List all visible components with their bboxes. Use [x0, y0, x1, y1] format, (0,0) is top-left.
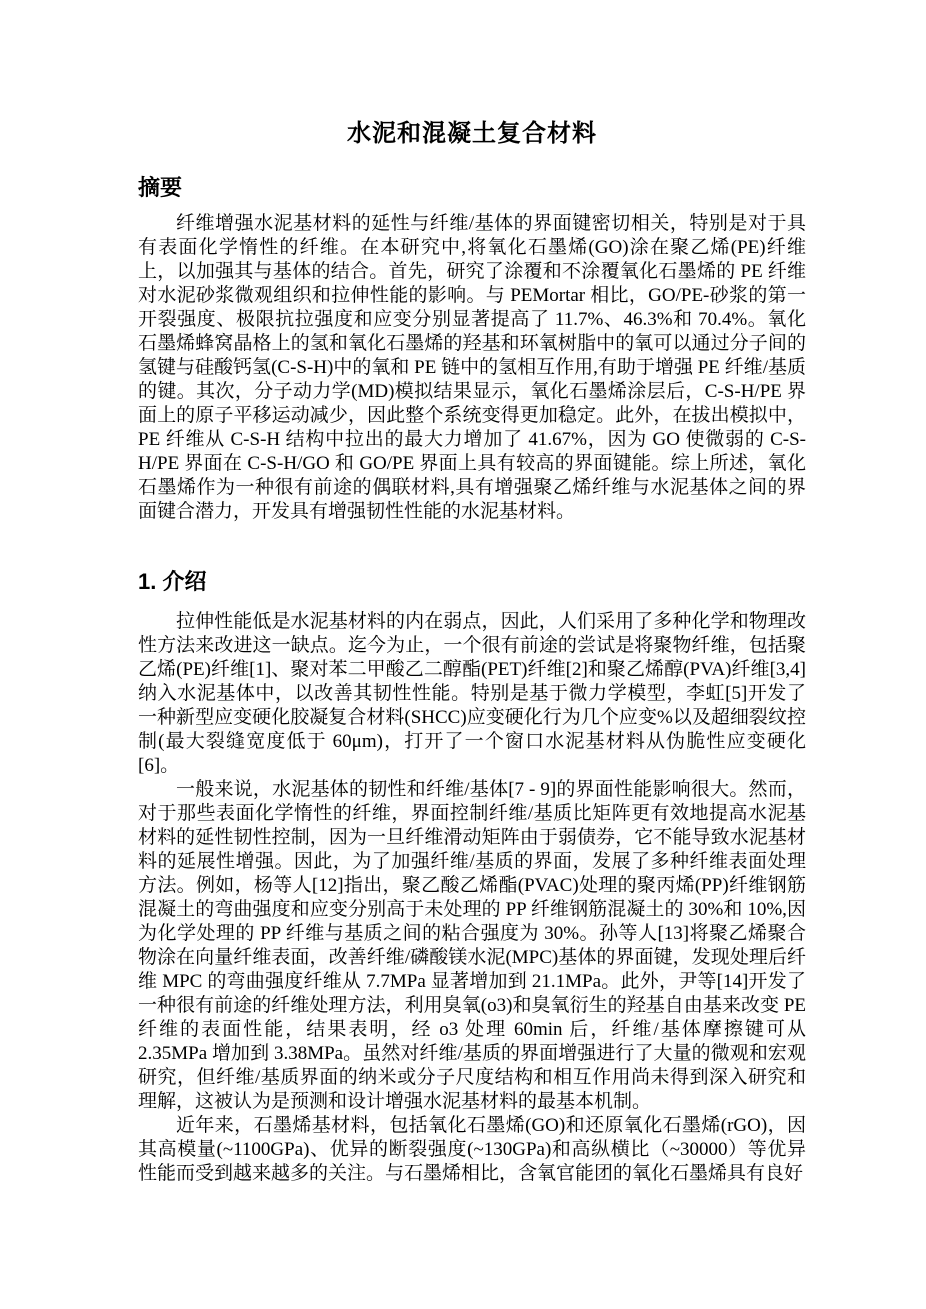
abstract-heading: 摘要	[138, 175, 183, 200]
introduction-heading: 1. 介绍	[138, 569, 207, 594]
introduction-paragraph-3: 近年来，石墨烯基材料，包括氧化石墨烯(GO)和还原氧化石墨烯(rGO)，因其高模量(~1100GPa)、优异的断裂强度(~130GPa)和高纵横比（~30000）等优异性能而受到越来越多的关注。与石墨烯相比，含氧官能团的氧化石墨烯具有良好	[138, 1115, 806, 1184]
abstract-paragraph: 纤维增强水泥基材料的延性与纤维/基体的界面键密切相关，特别是对于具有表面化学惰性的纤维。在本研究中,将氧化石墨烯(GO)涂在聚乙烯(PE)纤维上，以加强其与基体的结合。首先，研究了涂覆和不涂覆氧化石墨烯的 PE 纤维对水泥砂浆微观组织和拉伸性能的影响。与 PEMortar 相比，GO/PE-砂浆的第一开裂强度、极限抗拉强度和应变分别显著提高了 11.7%、46.3%和 70.4%。氧化石墨烯蜂窝晶格上的氢和氧化石墨烯的羟基和环氧树脂中的氧可以通过分子间的氢键与硅酸钙氢(C-S-H)中的氧和 PE 链中的氢相互作用,有助于增强 PE 纤维/基质的键。其次，分子动力学(MD)模拟结果显示，氧化石墨烯涂层后，C-S-H/PE 界面上的原子平移运动减少，因此整个系统变得更加稳定。此外，在拔出模拟中，PE 纤维从 C-S-H 结构中拉出的最大力增加了 41.67%，因为 GO 使微弱的 C-S-H/PE 界面在 C-S-H/GO 和 GO/PE 界面上具有较高的界面键能。综上所述，氧化石墨烯作为一种很有前途的偶联材料,具有增强聚乙烯纤维与水泥基体之间的界面键合潜力，开发具有增强韧性性能的水泥基材料。	[138, 213, 806, 522]
introduction-paragraph-2: 一般来说，水泥基体的韧性和纤维/基体[7 - 9]的界面性能影响很大。然而，对于那些表面化学惰性的纤维，界面控制纤维/基质比矩阵更有效地提高水泥基材料的延性韧性控制，因为一旦纤维滑动矩阵由于弱债券，它不能导致水泥基材料的延展性增强。因此，为了加强纤维/基质的界面，发展了多种纤维表面处理方法。例如，杨等人[12]指出，聚乙酸乙烯酯(PVAC)处理的聚丙烯(PP)纤维钢筋混凝土的弯曲强度和应变分别高于未处理的 PP 纤维钢筋混凝土的 30%和 10%,因为化学处理的 PP 纤维与基质之间的粘合强度为 30%。孙等人[13]将聚乙烯聚合物涂在向量纤维表面，改善纤维/磷酸镁水泥(MPC)基体的界面键，发现处理后纤维 MPC 的弯曲强度纤维从 7.7MPa 显著增加到 21.1MPa。此外，尹等[14]开发了一种很有前途的纤维处理方法，利用臭氧(o3)和臭氧衍生的羟基自由基来改变 PE 纤维的表面性能，结果表明，经 o3 处理 60min 后，纤维/基体摩擦键可从 2.35MPa 增加到 3.38MPa。虽然对纤维/基质的界面增强进行了大量的微观和宏观研究，但纤维/基质界面的纳米或分子尺度结构和相互作用尚未得到深入研究和理解，这被认为是预测和设计增强水泥基材料的最基本机制。	[138, 779, 806, 1112]
introduction-paragraph-1: 拉伸性能低是水泥基材料的内在弱点，因此，人们采用了多种化学和物理改性方法来改进这一缺点。迄今为止，一个很有前途的尝试是将聚物纤维，包括聚乙烯(PE)纤维[1]、聚对苯二甲酸乙二醇酯(PET)纤维[2]和聚乙烯醇(PVA)纤维[3,4]纳入水泥基体中，以改善其韧性性能。特别是基于微力学模型，李虹[5]开发了一种新型应变硬化胶凝复合材料(SHCC)应变硬化行为几个应变%以及超细裂纹控制(最大裂缝宽度低于 60μm)，打开了一个窗口水泥基材料从伪脆性应变硬化[6]。	[138, 611, 806, 776]
document-title: 水泥和混凝土复合材料	[347, 120, 597, 147]
